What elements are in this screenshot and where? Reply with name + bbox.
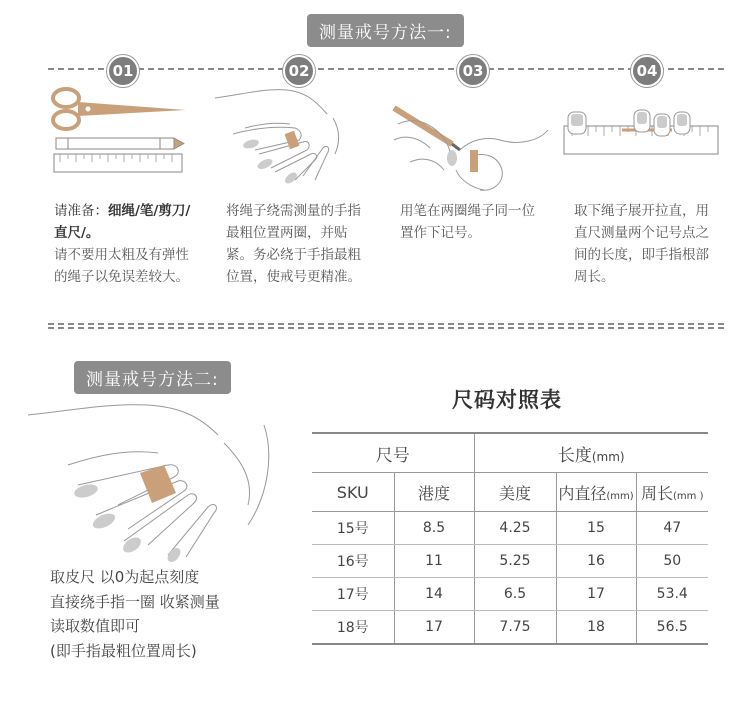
cell-circumference: 56.5	[636, 611, 708, 645]
group-header-length: 长度(mm)	[474, 433, 708, 473]
pencil-mark-icon	[390, 100, 550, 195]
step-3-text: 用笔在两圈绳子同一位置作下记号。	[400, 203, 535, 241]
cell-hk: 11	[394, 545, 474, 578]
cell-circumference: 53.4	[636, 578, 708, 611]
step-badge-1: 01	[107, 55, 139, 87]
step-1-note: 请不要用太粗及有弹性的绳子以免误差较大。	[54, 247, 189, 285]
step-1-items: 细绳/笔/剪刀/直尺/。	[54, 203, 191, 241]
cell-inner-diameter: 16	[556, 545, 636, 578]
group-header-size: 尺号	[312, 433, 474, 473]
cell-sku: 17号	[312, 578, 394, 611]
step-badge-2: 02	[283, 55, 315, 87]
step-2-text: 将绳子绕需测量的手指最粗位置两圈，并贴紧。务必绕于手指最粗位置，使戒号更精准。	[226, 203, 361, 285]
method2-line-3: 读取数值即可	[50, 617, 141, 635]
cell-inner-diameter: 17	[556, 578, 636, 611]
divider-top	[48, 68, 724, 70]
cell-hk: 14	[394, 578, 474, 611]
cell-circumference: 50	[636, 545, 708, 578]
size-table-title: 尺码对照表	[452, 388, 562, 412]
scissors-pencil-ruler-icon	[48, 84, 188, 179]
cell-sku: 15号	[312, 512, 394, 545]
method2-line-1: 取皮尺 以0为起点刻度	[50, 568, 200, 586]
cell-hk: 8.5	[394, 512, 474, 545]
col-header-circumference: 周长(mm )	[636, 473, 708, 512]
col-header-sku: SKU	[312, 473, 394, 512]
cell-us: 7.75	[474, 611, 556, 645]
ruler-measure-icon	[562, 104, 722, 159]
table-row	[312, 512, 708, 545]
step-badge-3: 03	[457, 55, 489, 87]
method1-title: 测量戒号方法一:	[307, 14, 464, 47]
divider-middle	[48, 323, 724, 325]
method2-line-4: (即手指最粗位置周长)	[50, 641, 197, 660]
table-row	[312, 545, 708, 578]
cell-circumference: 47	[636, 512, 708, 545]
col-header-hk: 港度	[394, 473, 474, 512]
col-header-us: 美度	[474, 473, 556, 512]
cell-inner-diameter: 15	[556, 512, 636, 545]
method2-line-2: 直接绕手指一圈 收紧测量	[50, 592, 220, 611]
method2-title: 测量戒号方法二:	[74, 361, 231, 394]
table-row	[312, 611, 708, 645]
step-4-text: 取下绳子展开拉直，用直尺测量两个记号点之间的长度，即手指根部周长。	[574, 203, 709, 285]
method2-instructions	[50, 565, 220, 663]
hand-wrap-string-icon	[215, 84, 345, 184]
cell-hk: 17	[394, 611, 474, 645]
size-table	[312, 432, 708, 645]
cell-sku: 16号	[312, 545, 394, 578]
table-row	[312, 578, 708, 611]
cell-us: 6.5	[474, 578, 556, 611]
hand-tape-measure-icon	[28, 395, 278, 565]
col-header-inner-diameter: 内直径(mm)	[556, 473, 636, 512]
step-1-lead: 请准备：	[54, 203, 108, 219]
cell-inner-diameter: 18	[556, 611, 636, 645]
cell-us: 5.25	[474, 545, 556, 578]
cell-sku: 18号	[312, 611, 394, 645]
step-1-text	[54, 200, 192, 288]
cell-us: 4.25	[474, 512, 556, 545]
group-length-unit: (mm)	[591, 449, 625, 464]
divider-middle-2	[48, 327, 724, 329]
step-badge-4: 04	[631, 55, 663, 87]
